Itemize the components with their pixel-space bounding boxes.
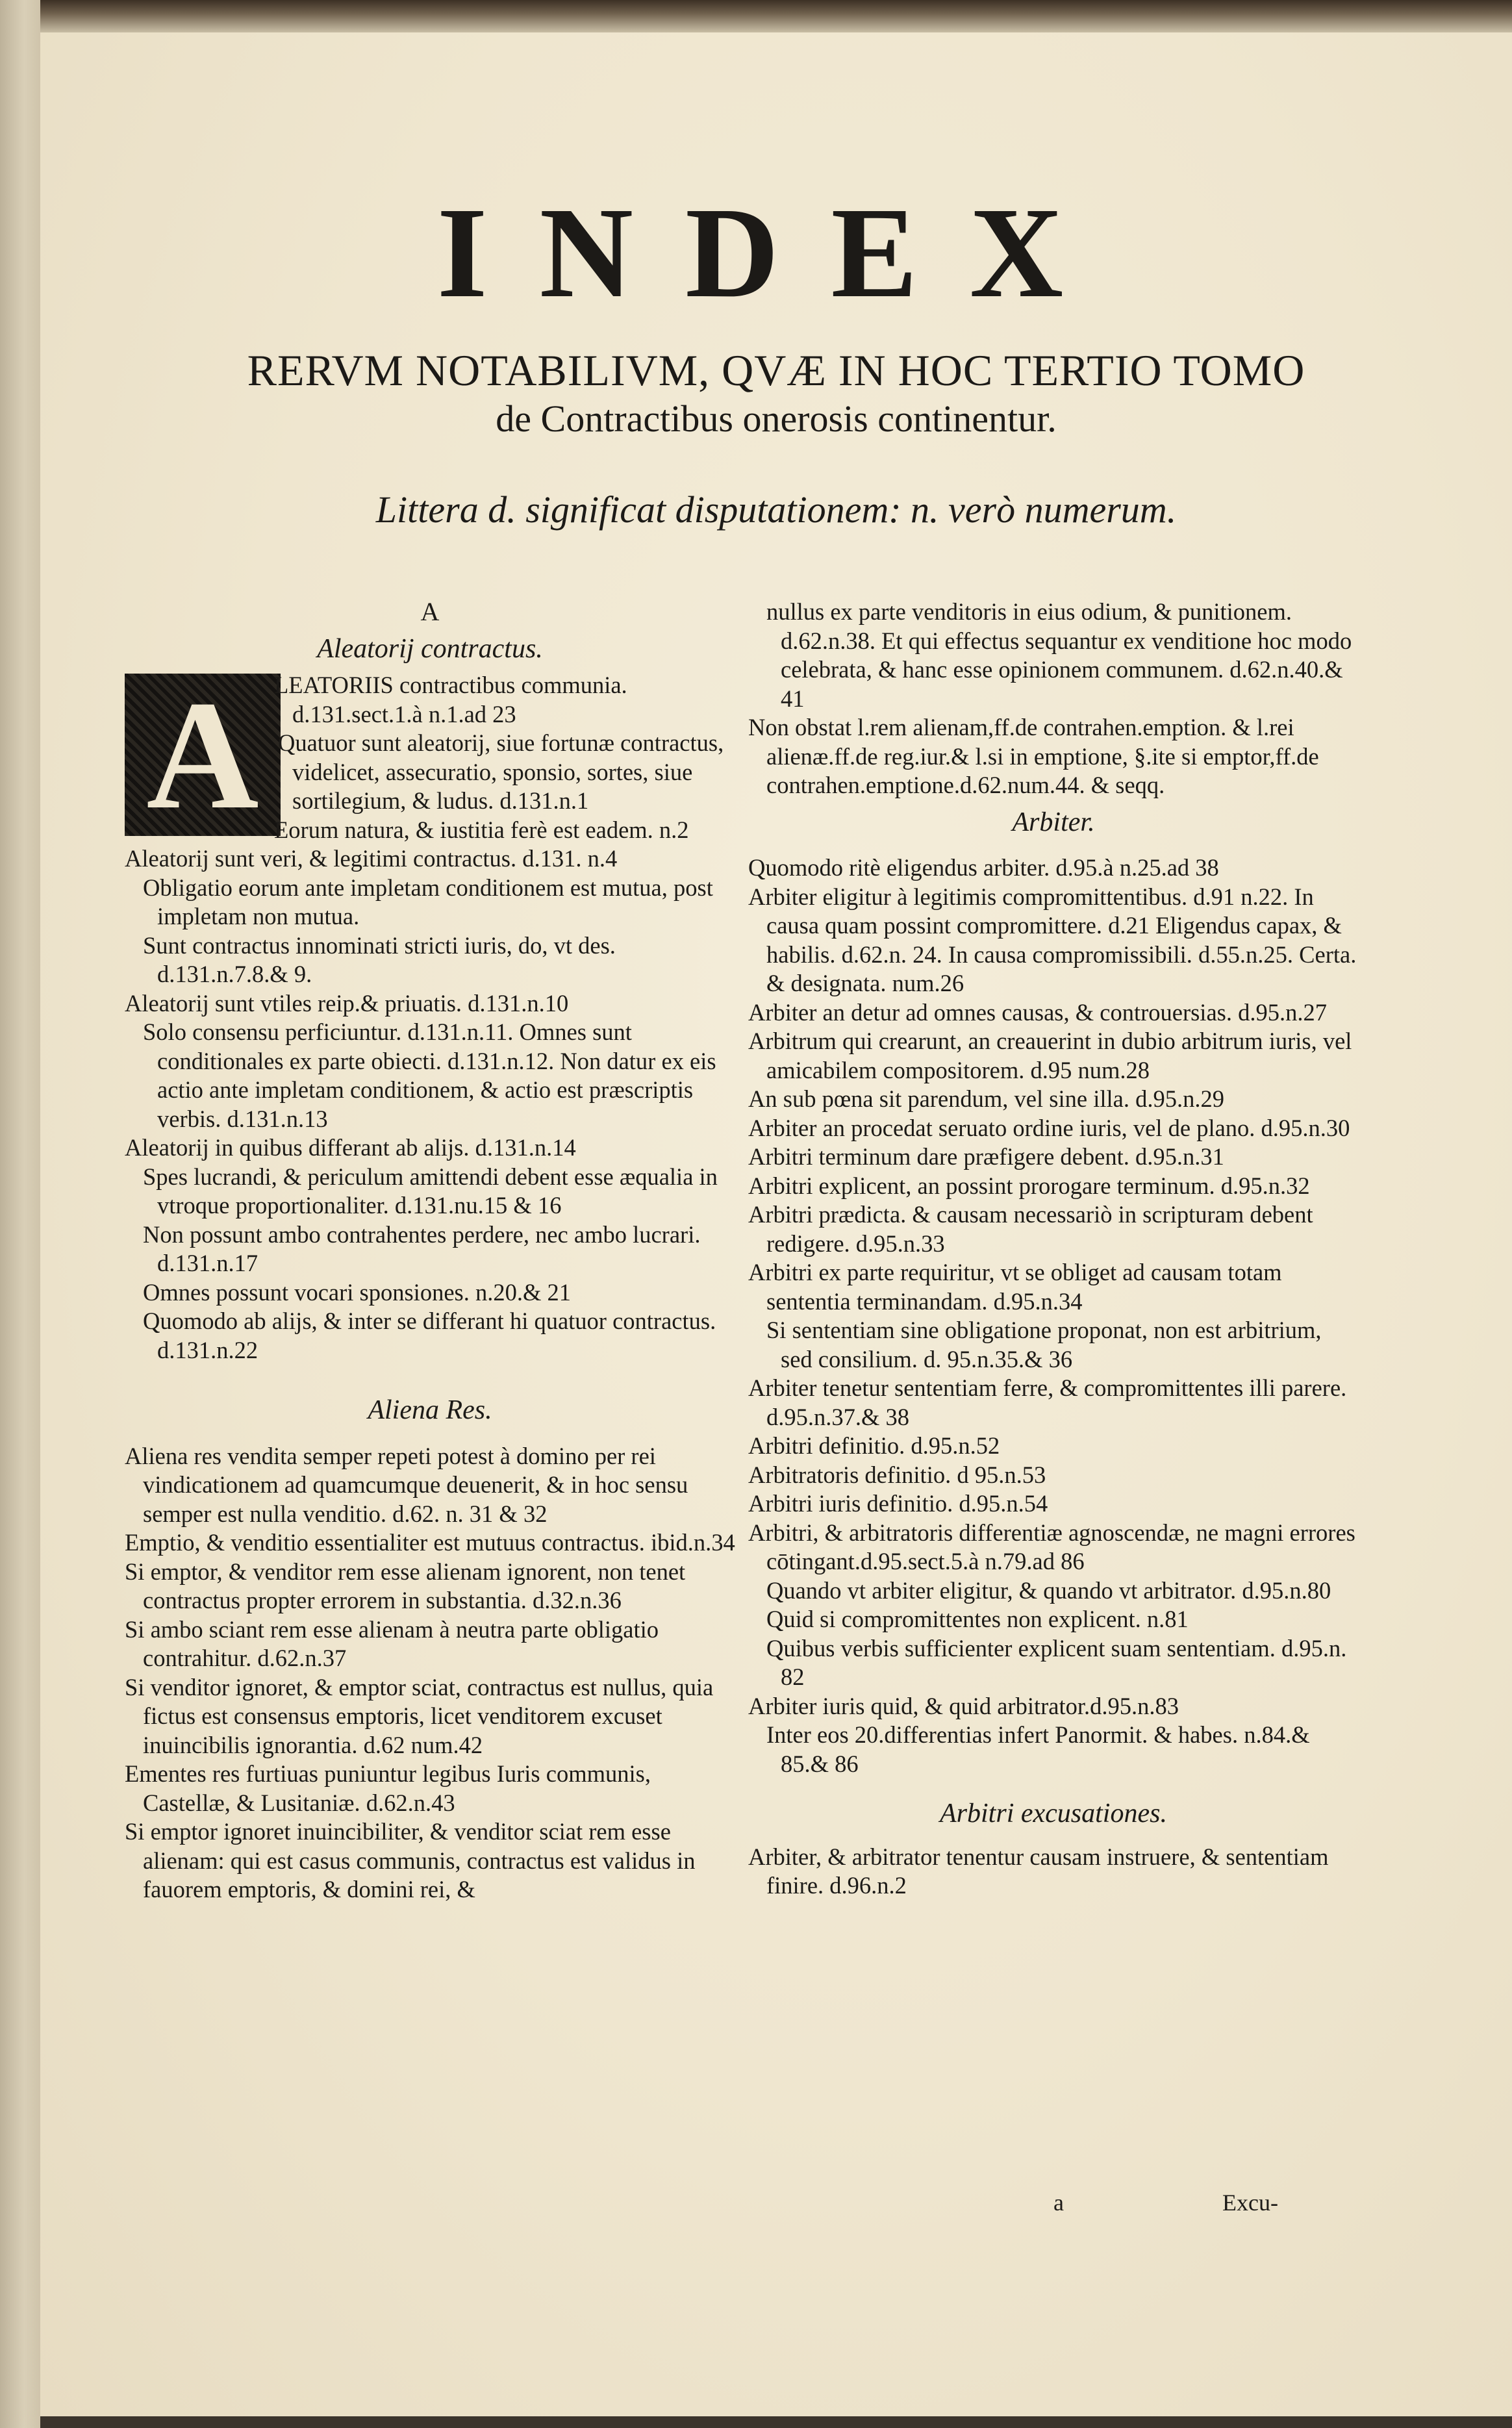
index-entry: Arbitri, & arbitratoris differentiæ agnoscendæ, ne magni errores cōtingant.d.95.sect.5.à n.79.ad 86 (748, 1519, 1355, 1574)
index-entry: Quomodo ab alijs, & inter se differant hi quatuor contractus. d.131.n.22 (143, 1308, 716, 1363)
index-entry: Si emptor ignoret inuincibiliter, & venditor sciat rem esse alienam: qui est casus communis, contractus est validus in fauorem emptoris, & domini rei, & (125, 1818, 696, 1903)
section-heading: Arbiter. (1012, 807, 1095, 837)
index-entry: LEATORIIS contractibus communia. d.131.sect.1.à n.1.ad 23 (274, 672, 627, 727)
page-subtitle-line2: de Contractibus onerosis continentur. (496, 398, 1057, 440)
page-subtitle: RERVM NOTABILIVM, QVÆ IN HOC TERTIO TOMO (247, 346, 1305, 395)
facing-page-edge (0, 0, 42, 2428)
index-entry: Arbitrum qui crearunt, an creauerint in dubio arbitrum iuris, vel amicabilem compositorem. d.95 num.28 (748, 1028, 1352, 1083)
bottom-edge (40, 2416, 1512, 2428)
index-entry: Arbiter tenetur sententiam ferre, & compromittentes illi parere. d.95.n.37.& 38 (748, 1374, 1347, 1430)
document-page (40, 32, 1512, 2416)
section-heading: Arbitri excusationes. (940, 1799, 1167, 1828)
decorated-initial-icon (125, 668, 281, 841)
index-entry: Si sententiam sine obligatione proponat, non est arbitrium, sed consilium. d. 95.n.35.& 36 (766, 1317, 1322, 1372)
right-column (748, 598, 1359, 1901)
index-entry: Obligatio eorum ante impletam conditionem est mutua, post impletam non mutua. (143, 874, 713, 929)
index-entry: Si venditor ignoret, & emptor sciat, contractus est nullus, quia fictus est consensus emptoris, licet venditorem excuset inuincibilis ignorantia. d.62 num.42 (125, 1673, 714, 1758)
index-entry: Arbitri definitio. d.95.n.52 (748, 1432, 1000, 1459)
index-entry: Arbiter eligitur à legitimis compromittentibus. d.91 n.22. In causa quam possint compromittere. d.21 Eligendus capax, & habilis. d.62.n. 24. In causa compromissibili. d.55.n.25. Certa. & designata. num.26 (748, 883, 1357, 996)
index-entry: Quibus verbis sufficienter explicent suam sententiam. d.95.n. 82 (766, 1634, 1347, 1690)
index-entry: Arbitri terminum dare præfigere debent. d.95.n.31 (748, 1143, 1224, 1170)
index-entry: Non obstat l.rem alienam,ff.de contrahen.emption. & l.rei alienæ.ff.de reg.iur.& l.si in emptione, §.ite si emptor,ff.de contrahen.emptione.d.62.num.44. & seqq. (748, 714, 1319, 798)
index-entry: nullus ex parte venditoris in eius odium, & punitionem. d.62.n.38. Et qui effectus sequantur ex venditione hoc modo celebrata, & hanc esse opinionem communem. d.62.n.40.& 41 (766, 598, 1352, 712)
index-entry: Arbitri explicent, an possint prorogare terminum. d.95.n.32 (748, 1172, 1310, 1199)
index-entry: Spes lucrandi, & periculum amittendi debent esse æqualia in vtroque proportionaliter. d.131.nu.15 & 16 (143, 1163, 718, 1219)
section-letter: A (420, 597, 440, 626)
index-entry: Non possunt ambo contrahentes perdere, nec ambo lucrari. d.131.n.17 (143, 1220, 701, 1276)
dropcap-letter: A (146, 668, 259, 841)
index-entry: Emptio, & venditio essentialiter est mutuus contractus. ibid.n.34 (125, 1529, 735, 1556)
index-entry: Aleatorij sunt veri, & legitimi contractus. d.131. n.4 (125, 845, 618, 872)
index-entry: Arbiter iuris quid, & quid arbitrator.d.95.n.83 (748, 1692, 1179, 1719)
index-entry: Aleatorij sunt vtiles reip.& priuatis. d.131.n.10 (125, 989, 569, 1017)
index-entry: Si ambo sciant rem esse alienam à neutra parte obligatio contrahitur. d.62.n.37 (125, 1615, 659, 1671)
index-entry: Quomodo ritè eligendus arbiter. d.95.à n.25.ad 38 (748, 854, 1219, 881)
left-column (125, 598, 735, 1904)
section-heading: Aliena Res. (368, 1395, 492, 1425)
index-entry: Omnes possunt vocari sponsiones. n.20.& 21 (143, 1278, 571, 1306)
index-entry: Arbiter an detur ad omnes causas, & controuersias. d.95.n.27 (748, 998, 1327, 1026)
index-entry: Quid si compromittentes non explicent. n.81 (766, 1606, 1189, 1632)
index-entry: Eorum natura, & iustitia ferè est eadem. n.2 (274, 816, 689, 843)
top-binding-edge (40, 0, 1512, 32)
index-entry: Arbiter an procedat seruato ordine iuris, vel de plano. d.95.n.30 (748, 1114, 1350, 1141)
catchword: Excu- (1222, 2190, 1278, 2216)
index-entry: Arbitratoris definitio. d 95.n.53 (748, 1461, 1046, 1488)
page-title: INDEX (436, 181, 1116, 325)
index-entry: Ementes res furtiuas puniuntur legibus Iuris communis, Castellæ, & Lusitaniæ. d.62.n.43 (125, 1760, 651, 1816)
index-entry: Sunt contractus innominati stricti iuris, do, vt des. d.131.n.7.8.& 9. (143, 931, 616, 987)
index-entry: Si emptor, & venditor rem esse alienam ignorent, non tenet contractus propter errorem in substantia. d.32.n.36 (125, 1558, 686, 1613)
index-entry: Inter eos 20.differentias infert Panormit. & habes. n.84.& 85.& 86 (766, 1721, 1310, 1777)
index-entry: Aliena res vendita semper repeti potest à domino per rei vindicationem ad quamcumque deuenerit, & in hoc sensu semper est nulla venditio. d.62. n. 31 & 32 (125, 1442, 688, 1527)
index-entry: An sub pœna sit parendum, vel sine illa. d.95.n.29 (748, 1085, 1224, 1112)
index-entry: Aleatorij in quibus differant ab alijs. d.131.n.14 (125, 1134, 576, 1161)
index-entry: Quatuor sunt aleatorij, siue fortunæ contractus, videlicet, assecuratio, sponsio, sortes, siue sortilegium, & ludus. d.131.n.1 (278, 729, 724, 814)
index-entry: Arbiter, & arbitrator tenentur causam instruere, & sententiam finire. d.96.n.2 (748, 1843, 1329, 1899)
abbreviation-legend: Littera d. significat disputationem: n. verò numerum. (375, 488, 1177, 531)
signature-mark: a (1053, 2190, 1064, 2216)
index-entry: Quando vt arbiter eligitur, & quando vt arbitrator. d.95.n.80 (766, 1576, 1331, 1604)
index-entry: Arbitri prædicta. & causam necessariò in scripturam debent redigere. d.95.n.33 (748, 1201, 1313, 1257)
index-entry: Arbitri ex parte requiritur, vt se obliget ad causam totam sententia terminandam. d.95.n.34 (748, 1259, 1282, 1315)
index-entry: Arbitri iuris definitio. d.95.n.54 (748, 1490, 1048, 1517)
index-entry: Solo consensu perficiuntur. d.131.n.11. Omnes sunt conditionales ex parte obiecti. d.131.n.12. Non datur ex eis actio ante impletam conditionem, & actio est præscriptis verbis. d.131.n.13 (143, 1018, 716, 1132)
section-heading: Aleatorij contractus. (317, 633, 543, 664)
